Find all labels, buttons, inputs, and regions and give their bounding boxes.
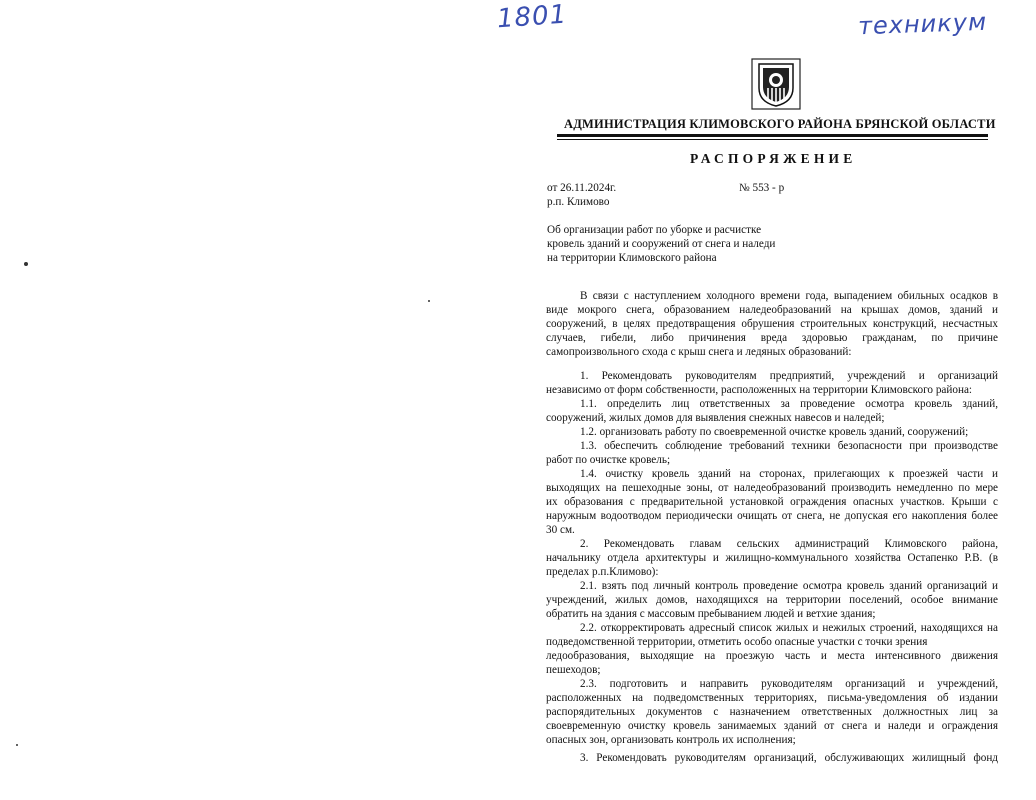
body-line: случаев, гибели, либо причинения вреда здоровью гражданам, по причине — [546, 332, 998, 344]
body-line: 30 см. — [546, 524, 575, 536]
body-line: виде мокрого снега, образованием наледеобразований на крышах домов, зданий и — [546, 304, 998, 316]
scan-speck — [428, 300, 430, 302]
coat-of-arms-emblem — [751, 58, 801, 110]
body-line: 3. Рекомендовать руководителям организаций, обслуживающих жилищный фонд — [580, 752, 998, 764]
body-line: независимо от форм собственности, расположенных на территории Климовского района: — [546, 384, 973, 396]
scan-speck — [24, 262, 28, 266]
body-line: сооружений, в целях предотвращения обрушения строительных конструкций, несчастных — [546, 318, 998, 330]
body-line: учреждений, жилых домов, находящихся на территории поселений, особое внимание — [546, 594, 998, 606]
organization-title: АДМИНИСТРАЦИЯ КЛИМОВСКОГО РАЙОНА БРЯНСКОЙ ОБЛАСТИ — [564, 117, 996, 131]
body-line: 1.3. обеспечить соблюдение требований техники безопасности при производстве — [580, 440, 998, 452]
body-line: пешеходов; — [546, 664, 601, 676]
body-line: своевременную очистку кровель занимаемых зданий от снега и наледи и ограждения — [546, 720, 998, 732]
body-line: обратить на здания с массовым пребыванием людей и ветхие здания; — [546, 608, 876, 620]
body-line: 2.1. взять под личный контроль проведение осмотра кровель зданий организаций и — [580, 580, 998, 592]
body-line: 1.2. организовать работу по своевременной очистке кровель зданий, сооружений; — [580, 426, 969, 438]
document-type-heading: РАСПОРЯЖЕНИЕ — [690, 151, 857, 166]
body-line: 2.3. подготовить и направить руководителям организаций и учреждений, — [580, 678, 998, 690]
body-line: 2.2. откорректировать адресный список жилых и нежилых строений, находящихся на — [580, 622, 998, 634]
scan-speck — [16, 744, 18, 746]
body-line: подведомственной территории, отметить особо опасные участки с точки зрения — [546, 636, 928, 648]
handwritten-note: техникум — [857, 7, 988, 41]
header-rule-thin — [557, 139, 988, 140]
body-line: самопроизвольного схода с крыш снега и ледяных образований: — [546, 346, 852, 358]
body-line: ледообразования, выходящие на проезжую часть и места интенсивного движения — [546, 650, 998, 662]
body-line: расположенных на подведомственных территориях, письма-уведомления об издании — [546, 692, 998, 704]
subject-line: кровель зданий и сооружений от снега и наледи — [547, 238, 776, 250]
body-line: начальнику отдела архитектуры и жилищно-коммунального хозяйства Остапенко Р.В. (в — [546, 552, 998, 564]
body-line: опасных зон, организовать контроль их исполнения; — [546, 734, 796, 746]
body-line: распорядительных документов с назначением ответственных должностных лиц за — [546, 706, 998, 718]
body-line: 2. Рекомендовать главам сельских администраций Климовского района, — [580, 538, 998, 550]
document-place: р.п. Климово — [547, 196, 610, 208]
subject-line: Об организации работ по уборке и расчистке — [547, 224, 762, 236]
body-line: 1. Рекомендовать руководителям предприятий, учреждений и организаций — [580, 370, 998, 382]
body-line: сооружений, жилых домов для выявления снежных навесов и наледей; — [546, 412, 885, 424]
body-line: их образования с предварительной установкой ограждения опасных участков. Крыши с — [546, 496, 998, 508]
subject-line: на территории Климовского района — [547, 252, 717, 264]
body-line: В связи с наступлением холодного времени года, выпадением обильных осадков в — [580, 290, 998, 302]
body-line: работ по очистке кровель; — [546, 454, 671, 466]
body-line: 1.1. определить лиц ответственных за проведение осмотра кровель зданий, — [580, 398, 998, 410]
body-line: 1.4. очистку кровель зданий на сторонах, прилегающих к проезжей части и — [580, 468, 998, 480]
body-line: пределах р.п.Климово): — [546, 566, 659, 578]
body-line: выходящих на пешеходные зоны, от наледеобразований производить немедленно по мере — [546, 482, 998, 494]
document-date: от 26.11.2024г. — [547, 182, 617, 194]
document-number: № 553 - р — [739, 182, 785, 194]
header-rule-thick — [557, 134, 988, 137]
body-line: наружным водоотводом периодически очищать от снега, не допуская его накопления более — [546, 510, 998, 522]
handwritten-number: 1801 — [496, 0, 569, 35]
